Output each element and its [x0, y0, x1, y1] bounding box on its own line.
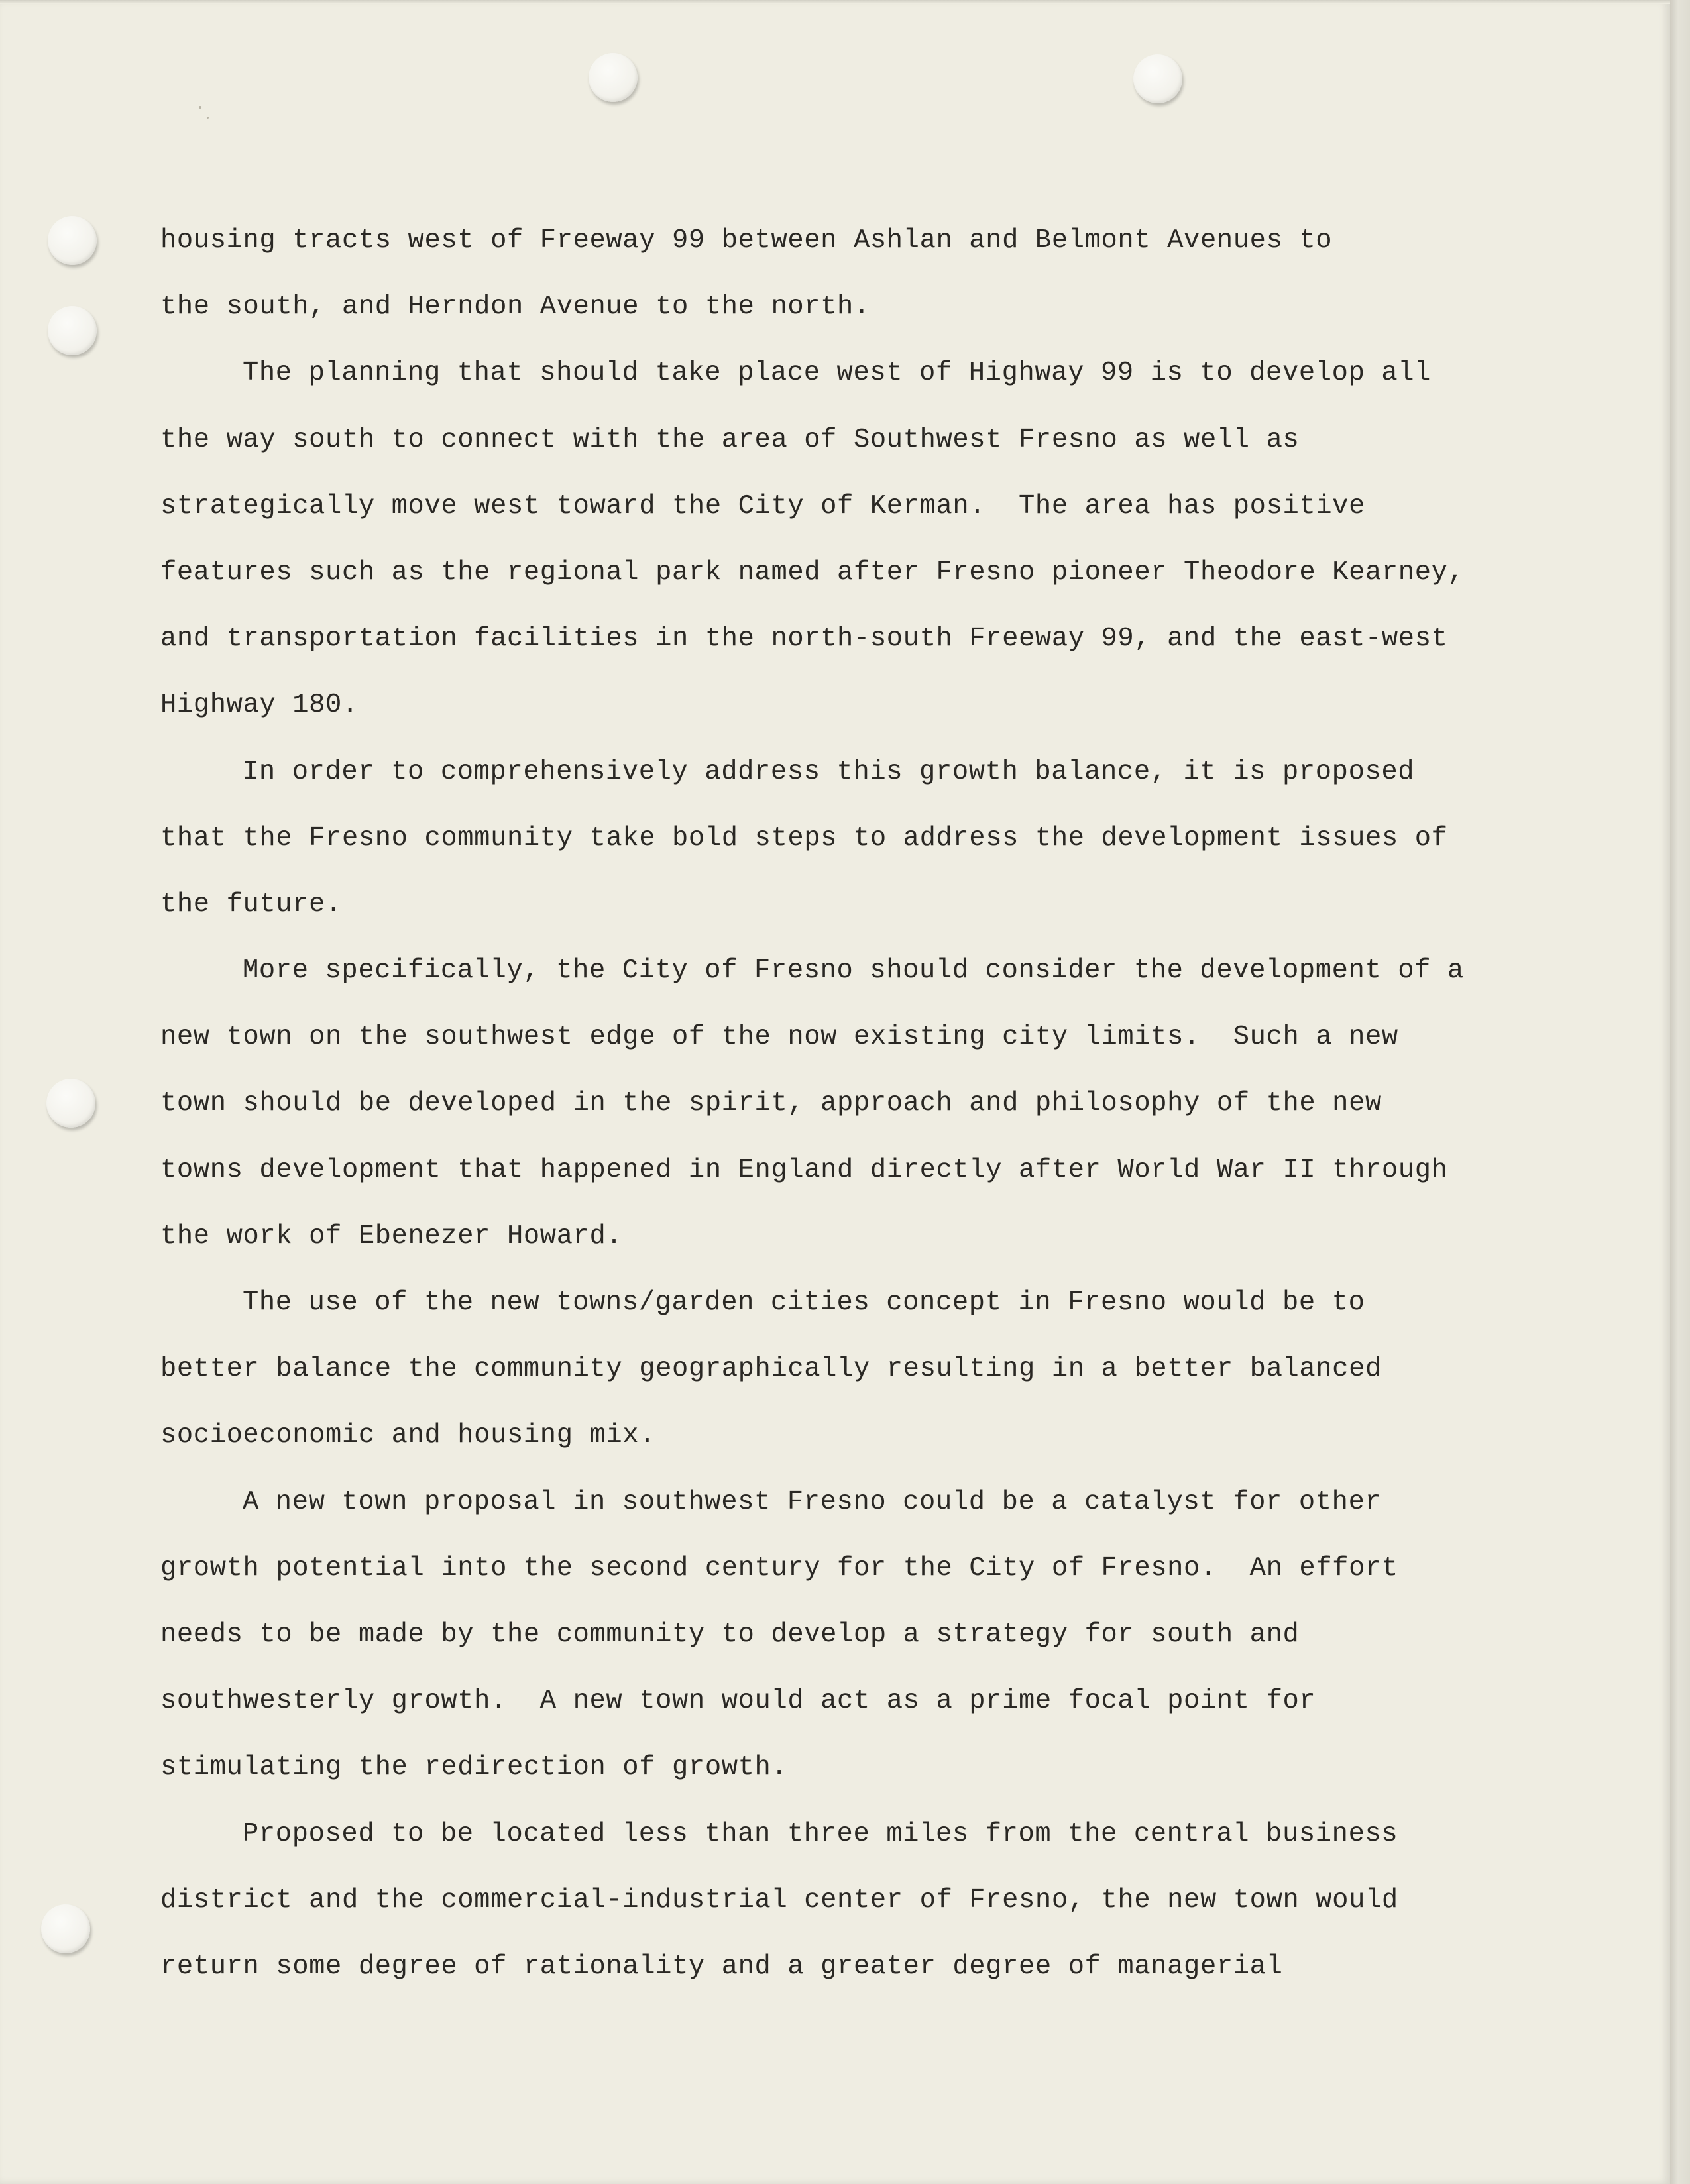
punch-hole-top-left — [589, 53, 638, 102]
punch-hole-left-1 — [48, 216, 97, 265]
text-line: housing tracts west of Freeway 99 between Ashlan and Belmont Avenues to — [160, 225, 1333, 256]
text-line: and transportation facilities in the north-south Freeway 99, and the east-west — [160, 624, 1448, 655]
text-line: the future. — [160, 889, 342, 920]
text-line: new town on the southwest edge of the now existing city limits. Such a new — [160, 1022, 1398, 1053]
text-line: district and the commercial-industrial center of Fresno, the new town would — [160, 1884, 1398, 1916]
text-line: A new town proposal in southwest Fresno could be a catalyst for other — [243, 1486, 1382, 1517]
text-line: needs to be made by the community to develop a strategy for south and — [160, 1619, 1300, 1650]
text-line: The planning that should take place west of Highway 99 is to develop all — [243, 358, 1432, 389]
text-line: towns development that happened in England directly after World War II through — [160, 1154, 1448, 1185]
punch-hole-left-3 — [46, 1079, 95, 1128]
text-line: More specifically, the City of Fresno should consider the development of a — [243, 956, 1464, 987]
paper-speck — [207, 117, 209, 119]
text-line: the work of Ebenezer Howard. — [160, 1221, 623, 1252]
text-line: the south, and Herndon Avenue to the north. — [160, 292, 870, 323]
text-line: southwesterly growth. A new town would act as a prime focal point for — [160, 1686, 1316, 1717]
text-line: Proposed to be located less than three miles from the central business — [243, 1818, 1398, 1849]
text-line: In order to comprehensively address this growth balance, it is proposed — [243, 756, 1415, 787]
text-line: return some degree of rationality and a greater degree of managerial — [160, 1951, 1283, 1982]
page-right-edge — [1670, 0, 1690, 2184]
text-line: town should be developed in the spirit, approach and philosophy of the new — [160, 1088, 1382, 1119]
text-line: features such as the regional park named after Fresno pioneer Theodore Kearney, — [160, 557, 1465, 588]
text-line: growth potential into the second century for the City of Fresno. An effort — [160, 1553, 1398, 1584]
punch-hole-top-right — [1133, 54, 1182, 103]
text-line: Highway 180. — [160, 690, 359, 721]
text-line: The use of the new towns/garden cities concept in Fresno would be to — [243, 1287, 1365, 1318]
body-text — [160, 219, 1499, 2011]
text-line: stimulating the redirection of growth. — [160, 1752, 788, 1783]
text-line: the way south to connect with the area of Southwest Fresno as well as — [160, 424, 1300, 455]
punch-hole-left-2 — [48, 306, 97, 355]
page-top-edge — [0, 0, 1670, 4]
punch-hole-left-4 — [41, 1904, 90, 1953]
text-line: that the Fresno community take bold steps to address the development issues of — [160, 822, 1448, 853]
text-line: socioeconomic and housing mix. — [160, 1420, 656, 1451]
paper-speck — [199, 106, 201, 109]
text-line: better balance the community geographically resulting in a better balanced — [160, 1354, 1382, 1385]
text-line: strategically move west toward the City of Kerman. The area has positive — [160, 490, 1365, 521]
